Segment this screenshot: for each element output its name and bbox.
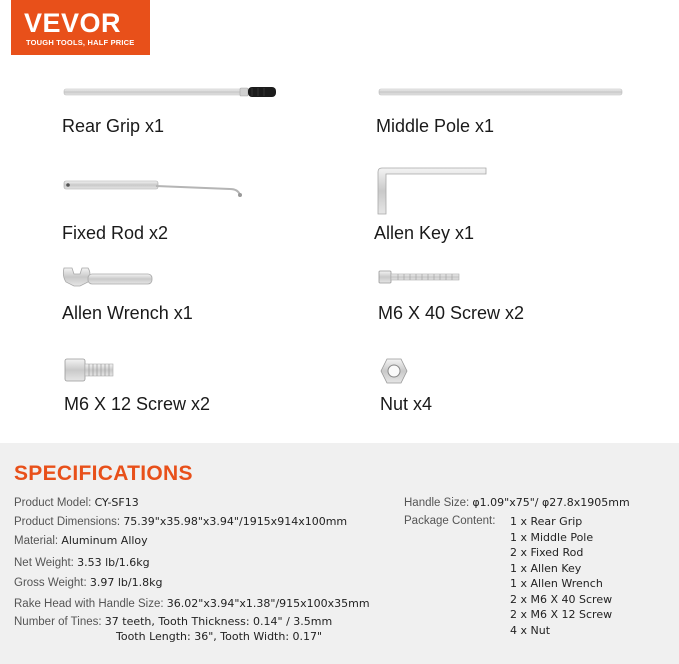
spec-rake-head: Rake Head with Handle Size: 36.02"x3.94"x1.38"/915x100x35mm	[14, 597, 370, 610]
short-screw-icon	[64, 358, 116, 382]
allen-key-icon	[374, 164, 490, 216]
spec-package-label: Package Content:	[404, 515, 496, 527]
fixed-rod-icon	[62, 178, 246, 200]
package-item: 1 x Allen Wrench	[510, 577, 603, 590]
spec-dimensions: Product Dimensions: 75.39"x35.98"x3.94"/1915x914x100mm	[14, 515, 348, 528]
brand-name: VEVOR	[24, 8, 122, 38]
spec-handle-size: Handle Size: φ1.09"x75"/ φ27.8x1905mm	[404, 496, 630, 509]
package-item: 2 x M6 X 12 Screw	[510, 608, 613, 621]
brand-tagline: TOUGH TOOLS, HALF PRICE	[26, 38, 135, 47]
allen-wrench-icon	[62, 264, 154, 290]
short-screw-label: M6 X 12 Screw x2	[64, 394, 211, 414]
nut-icon	[380, 358, 408, 384]
spec-model: Product Model: CY-SF13	[14, 496, 139, 509]
allen-wrench-label: Allen Wrench x1	[62, 303, 193, 323]
package-item: 2 x M6 X 40 Screw	[510, 593, 613, 606]
fixed-rod-label: Fixed Rod x2	[62, 223, 169, 243]
package-item: 4 x Nut	[510, 624, 551, 637]
spec-tines: Number of Tines: 37 teeth, Tooth Thickness: 0.14" / 3.5mm	[14, 615, 333, 628]
vevor-logo	[11, 0, 150, 55]
middle-pole-label: Middle Pole x1	[376, 116, 495, 136]
allen-key-label: Allen Key x1	[374, 223, 475, 243]
nut-label: Nut x4	[380, 394, 433, 414]
middle-pole-icon	[378, 86, 624, 98]
package-item: 1 x Middle Pole	[510, 531, 594, 544]
rear-grip-label: Rear Grip x1	[62, 116, 165, 136]
long-screw-icon	[378, 270, 462, 284]
package-item: 2 x Fixed Rod	[510, 546, 584, 559]
package-item: 1 x Allen Key	[510, 562, 582, 575]
spec-gross-weight: Gross Weight: 3.97 lb/1.8kg	[14, 576, 163, 589]
rear-grip-icon	[62, 84, 282, 102]
long-screw-label: M6 X 40 Screw x2	[378, 303, 525, 323]
package-item: 1 x Rear Grip	[510, 515, 583, 528]
spec-net-weight: Net Weight: 3.53 lb/1.6kg	[14, 556, 150, 569]
specifications-title: SPECIFICATIONS	[14, 462, 193, 485]
spec-material: Material: Aluminum Alloy	[14, 534, 148, 547]
spec-tines-continued: Tooth Length: 36", Tooth Width: 0.17"	[116, 630, 323, 643]
